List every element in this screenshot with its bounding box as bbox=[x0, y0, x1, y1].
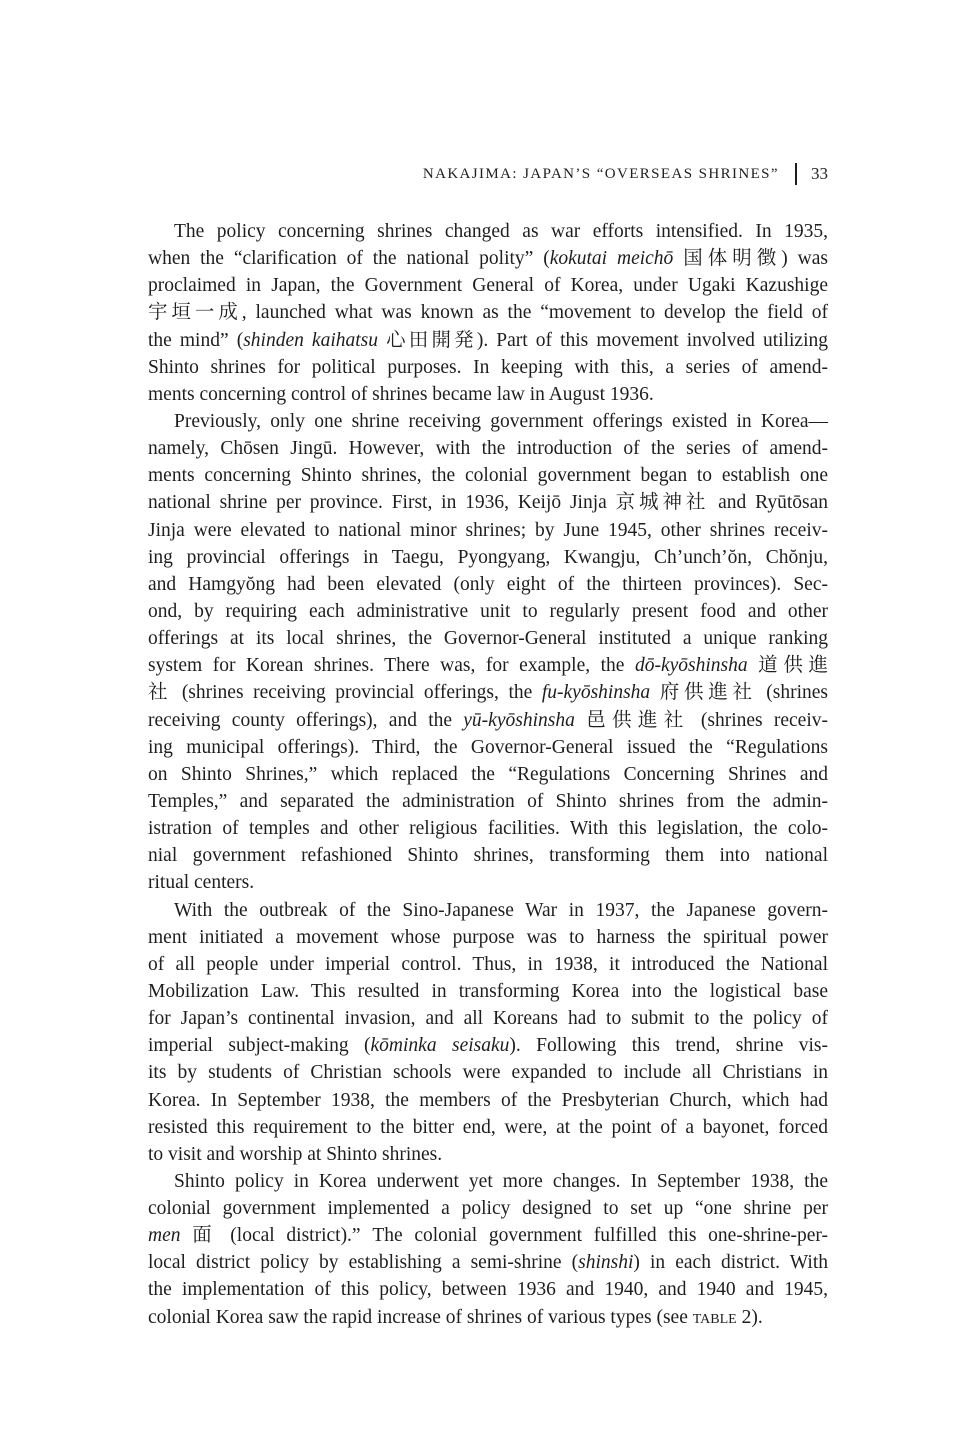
text-line: Mobilization Law. This resulted in transforming Korea into the logistical base bbox=[148, 980, 828, 1002]
text-line: proclaimed in Japan, the Government General of Korea, under Ugaki Kazushige bbox=[148, 275, 828, 297]
text-line: of all people under imperial control. Thus, in 1938, it introduced the National bbox=[148, 953, 828, 975]
text-line: Shinto shrines for political purposes. In keeping with this, a series of amend- bbox=[148, 356, 828, 378]
text-line: ments concerning Shinto shrines, the colonial government began to establish one bbox=[148, 465, 828, 487]
text-line: istration of temples and other religious facilities. With this legislation, the colo- bbox=[148, 818, 828, 840]
text-line: and Hamgyŏng had been elevated (only eight of the thirteen provinces). Sec- bbox=[148, 573, 828, 595]
text-line: 宇垣一成, launched what was known as the “movement to develop the field of bbox=[148, 302, 828, 324]
text-line: With the outbreak of the Sino-Japanese War in 1937, the Japanese govern- bbox=[174, 899, 828, 921]
text-line: imperial subject-making (kōminka seisaku). Following this trend, shrine vis- bbox=[148, 1035, 829, 1057]
text-line: colonial government implemented a policy designed to set up “one shrine per bbox=[148, 1198, 828, 1220]
text-line: Jinja were elevated to national minor shrines; by June 1945, other shrines receiv- bbox=[148, 519, 828, 541]
text-line: colonial Korea saw the rapid increase of shrines of various types (see table 2). bbox=[148, 1306, 763, 1328]
running-header bbox=[423, 163, 828, 185]
text-line: on Shinto Shrines,” which replaced the “Regulations Concerning Shrines and bbox=[148, 763, 828, 785]
text-line: namely, Chōsen Jingū. However, with the introduction of the series of amend- bbox=[148, 438, 828, 460]
text-line: ing municipal offerings). Third, the Governor-General issued the “Regulations bbox=[148, 736, 828, 758]
text-line: system for Korean shrines. There was, for example, the dō-kyōshinsha 道供進 bbox=[148, 655, 828, 677]
text-line: to visit and worship at Shinto shrines. bbox=[148, 1143, 443, 1165]
text-line: The policy concerning shrines changed as war efforts intensified. In 1935, bbox=[174, 221, 828, 242]
text-line: ments concerning control of shrines became law in August 1936. bbox=[148, 383, 654, 405]
text-line: men 面 (local district).” The colonial government fulfilled this one-shrine-per- bbox=[148, 1225, 828, 1247]
text-line: resisted this requirement to the bitter end, were, at the point of a bayonet, forced bbox=[148, 1116, 828, 1138]
text-line: offerings at its local shrines, the Governor-General instituted a unique ranking bbox=[148, 628, 828, 650]
text-line: its by students of Christian schools were expanded to include all Christians in bbox=[148, 1062, 828, 1084]
text-line: Temples,” and separated the administration of Shinto shrines from the admin- bbox=[148, 790, 828, 812]
text-line: when the “clarification of the national polity” (kokutai meichō 国体明徴) was bbox=[148, 248, 828, 270]
running-title: NAKAJIMA: JAPAN’S “OVERSEAS SHRINES” bbox=[422, 165, 779, 182]
text-line: ritual centers. bbox=[148, 872, 255, 894]
page-number: 33 bbox=[811, 164, 828, 183]
text-line: ing provincial offerings in Taegu, Pyongyang, Kwangju, Ch’unch’ŏn, Chŏnju, bbox=[148, 546, 828, 568]
text-line: Previously, only one shrine receiving government offerings existed in Korea— bbox=[174, 410, 828, 432]
text-line: 社 (shrines receiving provincial offerings, the fu-kyōshinsha 府供進社 (shrines bbox=[148, 682, 828, 704]
text-line: the mind” (shinden kaihatsu 心田開発). Part of this movement involved utilizing bbox=[148, 329, 828, 351]
text-line: for Japan’s continental invasion, and all Koreans had to submit to the policy of bbox=[148, 1008, 828, 1030]
text-line: local district policy by establishing a semi-shrine (shinshi) in each district. With bbox=[148, 1252, 828, 1274]
text-line: the implementation of this policy, between 1936 and 1940, and 1940 and 1945, bbox=[148, 1279, 828, 1301]
text-line: Shinto policy in Korea underwent yet more changes. In September 1938, the bbox=[174, 1170, 828, 1192]
text-line: ment initiated a movement whose purpose was to harness the spiritual power bbox=[148, 926, 828, 948]
header-divider bbox=[795, 163, 797, 185]
text-line: Korea. In September 1938, the members of the Presbyterian Church, which had bbox=[148, 1089, 828, 1111]
text-line: nial government refashioned Shinto shrines, transforming them into national bbox=[148, 845, 828, 867]
body-text bbox=[148, 218, 828, 1331]
text-line: national shrine per province. First, in 1936, Keijō Jinja 京城神社 and Ryūtōsan bbox=[148, 492, 828, 514]
text-line: ond, by requiring each administrative unit to regularly present food and other bbox=[148, 600, 828, 622]
text-line: receiving county offerings), and the yū-kyōshinsha 邑供進社 (shrines receiv- bbox=[148, 709, 828, 731]
